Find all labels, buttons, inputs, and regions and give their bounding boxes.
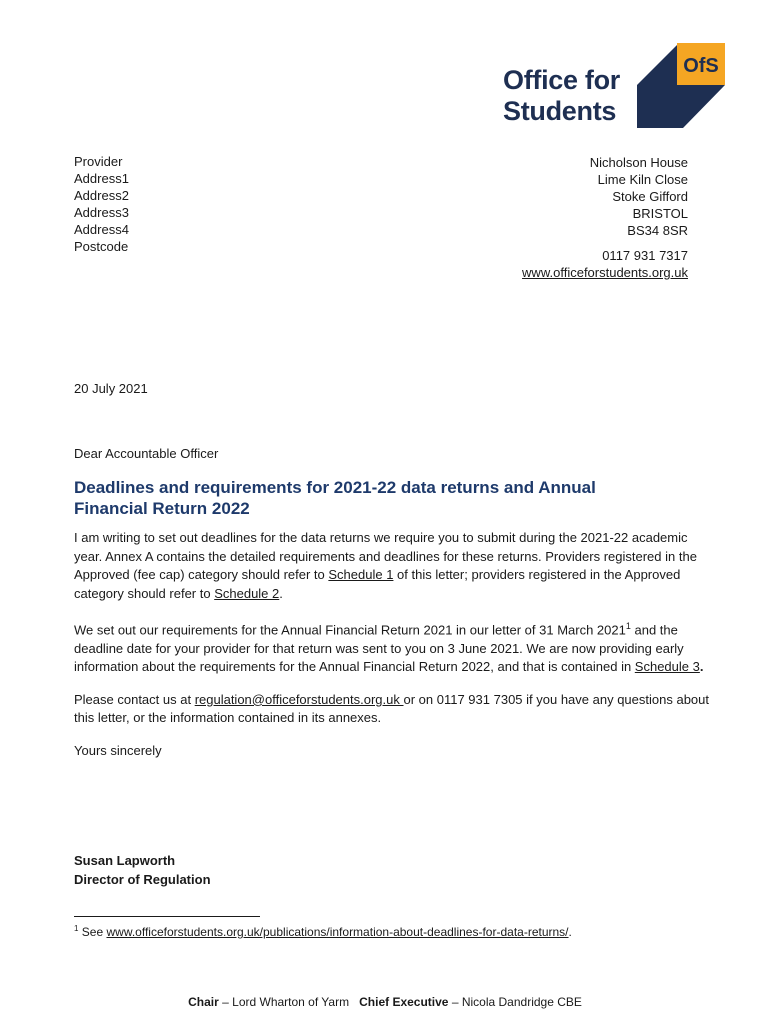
footnote: $^1$ See www.officeforstudents.org.uk/publications/information-about-deadlines-for-data-returns/. (74, 924, 572, 939)
paragraph-2: We set out our requirements for the Annual Financial Return 2021 in our letter of 31 March 2021$^1$ and the deadline date for your provider for that return was sent to you on 3 June 2021. We are now providing early information about the requirements for the Annual Financial Return 2022, and that is contained in Schedule 3. (74, 621, 704, 675)
logo-line-1: Office for (503, 65, 621, 95)
sender-line: BRISTOL (632, 206, 688, 221)
footnote-ref: 1 (625, 621, 631, 631)
logo-wordmark (503, 65, 620, 127)
paragraph-1: I am writing to set out deadlines for the data returns we require you to submit during the 2021-22 academic year. Annex A contains the detailed requirements and deadlines for these returns. Providers registered in the Approved (fee cap) category should refer to Schedule 1 of this letter; providers registered in the Approved category should refer to Schedule 2. (74, 530, 697, 601)
ofs-logo (503, 43, 725, 128)
letter-body (74, 529, 714, 774)
sender-line: BS34 8SR (627, 223, 688, 238)
sender-line: Lime Kiln Close (597, 172, 688, 187)
signature-block (74, 851, 211, 889)
letter-heading: Deadlines and requirements for 2021-22 data returns and Annual Financial Return 2022 (74, 478, 596, 518)
schedule-1-link[interactable]: Schedule 1 (328, 567, 394, 582)
footnote-divider (74, 916, 260, 917)
schedule-2-link[interactable]: Schedule 2 (214, 585, 280, 601)
recipient-address (74, 153, 129, 255)
schedule-3-link[interactable]: Schedule 3 (634, 659, 700, 675)
page-footer: Chair – Lord Wharton of Yarm Chief Executive – Nicola Dandridge CBE (188, 995, 582, 1009)
recipient-line: Postcode (74, 239, 129, 254)
sender-line: Stoke Gifford (612, 189, 688, 204)
recipient-line: Address4 (74, 222, 129, 237)
recipient-line: Address2 (74, 188, 129, 203)
logo-badge-text: OfS (683, 55, 719, 77)
recipient-line: Address3 (74, 205, 129, 220)
salutation: Dear Accountable Officer (74, 446, 219, 461)
sender-phone: 0117 931 7317 (602, 248, 688, 263)
closing: Yours sincerely (74, 742, 162, 758)
footnote-link[interactable]: www.officeforstudents.org.uk/publications/information-about-deadlines-for-data-returns/ (106, 925, 569, 939)
sender-line: Nicholson House (589, 155, 688, 170)
sender-website-link[interactable]: www.officeforstudents.org.uk (522, 265, 688, 280)
logo-line-2: Students (503, 96, 617, 126)
signatory-title: Director of Regulation (74, 872, 211, 887)
signatory-name: Susan Lapworth (74, 853, 176, 868)
regulation-email-link[interactable]: regulation@officeforstudents.org.uk (194, 691, 404, 707)
recipient-line: Address1 (74, 171, 129, 186)
sender-address (522, 154, 688, 281)
recipient-line: Provider (74, 154, 123, 169)
logo-emblem-icon (637, 43, 725, 128)
paragraph-3: Please contact us at regulation@officeforstudents.org.uk or on 0117 931 7305 if you have any questions about this letter, or the information contained in its annexes. (74, 691, 709, 726)
letter-date: 20 July 2021 (74, 381, 148, 396)
